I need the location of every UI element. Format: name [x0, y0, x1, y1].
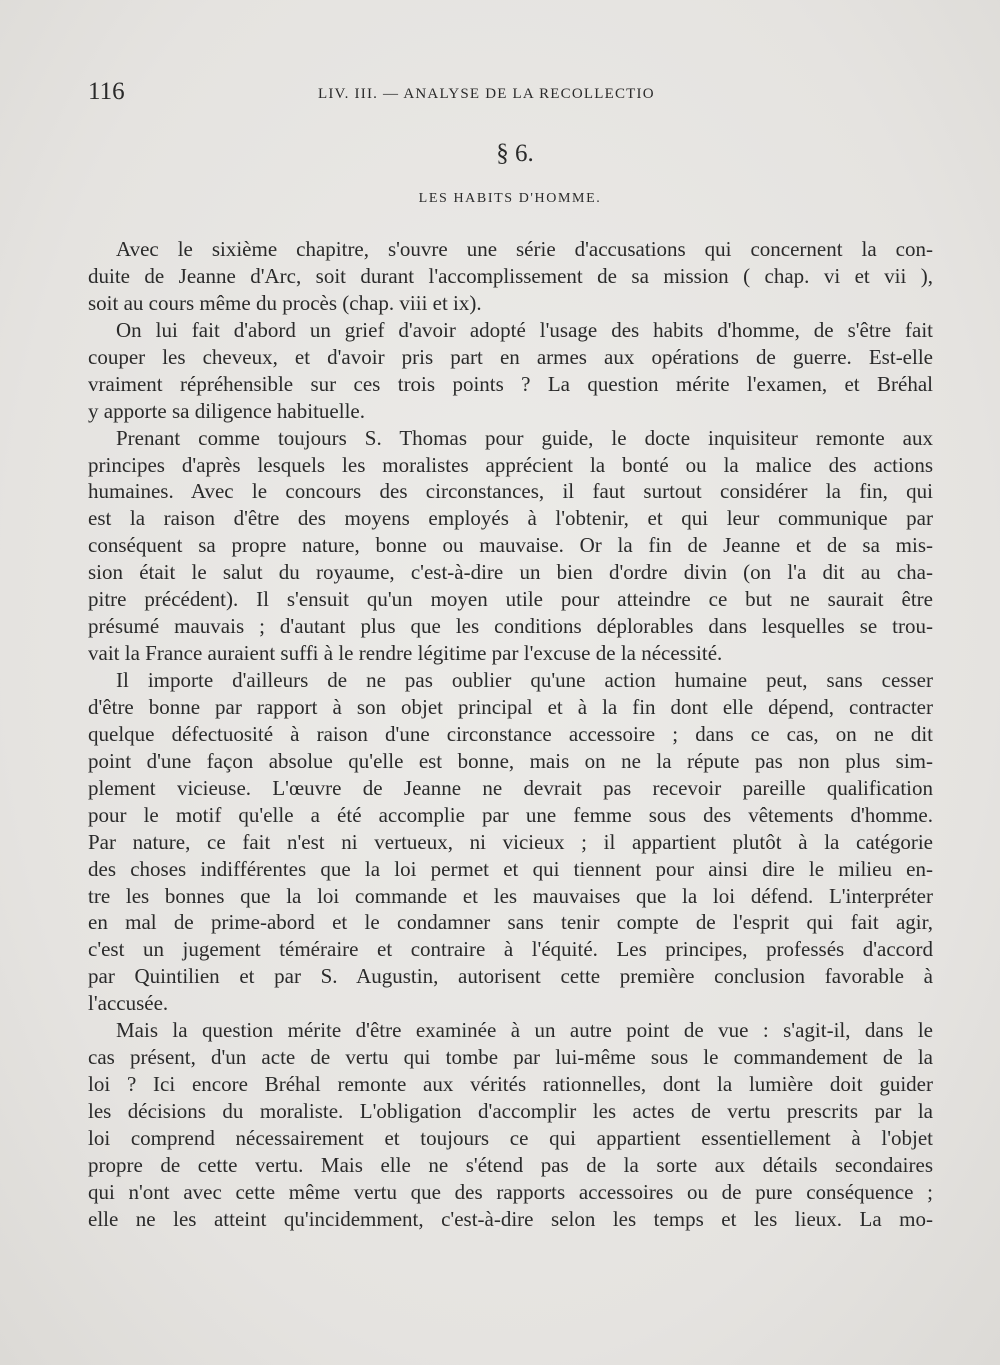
text-line: loi comprend nécessairement et toujours ce qui appartient essentiellement à l'objet — [88, 1125, 933, 1150]
text-line: point d'une façon absolue qu'elle est bonne, mais on ne la répute pas non plus sim- — [88, 748, 933, 773]
running-head: LIV. III. — ANALYSE DE LA RECOLLECTIO — [318, 86, 655, 102]
text-line: pitre précédent). Il s'ensuit qu'un moyen utile pour atteindre ce but ne saurait être — [88, 587, 933, 612]
text-line: Par nature, ce fait n'est ni vertueux, ni vicieux ; il appartient plutôt à la catégorie — [88, 829, 933, 854]
text-line: Mais la question mérite d'être examinée à un autre point de vue : s'agit-il, dans le — [116, 1018, 933, 1043]
text-line: qui n'ont avec cette même vertu que des rapports accessoires ou de pure conséquence ; — [88, 1179, 933, 1204]
text-line: tre les bonnes que la loi commande et les mauvaises que la loi défend. L'interpréter — [88, 883, 933, 908]
text-line: y apporte sa diligence habituelle. — [88, 398, 365, 423]
text-line: présumé mauvais ; d'autant plus que les conditions déplorables dans lesquelles se trou- — [88, 614, 933, 639]
text-line: en mal de prime-abord et le condamner sans tenir compte de l'esprit qui fait agir, — [88, 910, 933, 935]
text-line: Prenant comme toujours S. Thomas pour guide, le docte inquisiteur remonte aux — [116, 425, 933, 450]
text-line: loi ? Ici encore Bréhal remonte aux vérités rationnelles, dont la lumière doit guider — [88, 1072, 933, 1097]
text-line: les décisions du moraliste. L'obligation d'accomplir les actes de vertu prescrits par la — [88, 1099, 933, 1123]
text-line: par Quintilien et par S. Augustin, autorisent cette première conclusion favorable à — [88, 964, 933, 989]
text-line: l'accusée. — [88, 991, 169, 1016]
text-line: couper les cheveux, et d'avoir pris part en armes aux opérations de guerre. Est-elle — [88, 344, 933, 369]
page-header — [88, 78, 933, 108]
text-line: d'être bonne par rapport à son objet principal et à la fin dont elle dépend, contracter — [88, 694, 933, 719]
text-line: principes d'après lesquels les moralistes apprécient la bonté ou la malice des actions — [88, 452, 933, 477]
text-line: soit au cours même du procès (chap. viii et ix). — [88, 290, 482, 315]
text-line: cas présent, d'un acte de vertu qui tombe par lui-même sous le commandement de la — [88, 1045, 933, 1070]
text-line: Avec le sixième chapitre, s'ouvre une série d'accusations qui concernent la con- — [116, 237, 933, 261]
page-number: 116 — [88, 78, 125, 105]
section-mark: § 6. — [496, 140, 534, 167]
text-line: c'est un jugement téméraire et contraire à l'équité. Les principes, professés d'accord — [88, 937, 933, 962]
text-line: est la raison d'être des moyens employés à l'obtenir, et qui leur communique par — [88, 506, 933, 531]
text-line: elle ne les atteint qu'incidemment, c'est-à-dire selon les temps et les lieux. La mo- — [88, 1206, 933, 1231]
text-line: vraiment répréhensible sur ces trois points ? La question mérite l'examen, et Bréhal — [88, 371, 933, 396]
section-title: LES HABITS D'HOMME. — [418, 191, 602, 206]
body-text — [88, 236, 933, 1233]
text-line: sion était le salut du royaume, c'est-à-dire un bien d'ordre divin (on l'a dit au cha- — [88, 560, 933, 585]
text-line: propre de cette vertu. Mais elle ne s'étend pas de la sorte aux détails secondaires — [88, 1152, 933, 1177]
text-line: quelque défectuosité à raison d'une circonstance accessoire ; dans ce cas, on ne dit — [88, 721, 933, 746]
text-line: vait la France auraient suffi à le rendre légitime par l'excuse de la nécessité. — [88, 641, 723, 666]
text-line: pour le motif qu'elle a été accomplie par une femme sous des vêtements d'homme. — [88, 802, 933, 827]
text-line: Il importe d'ailleurs de ne pas oublier qu'une action humaine peut, sans cesser — [116, 668, 933, 692]
text-line: duite de Jeanne d'Arc, soit durant l'accomplissement de sa mission ( chap. vi et vii ), — [88, 263, 933, 288]
text-line: humaines. Avec le concours des circonstances, il faut surtout considérer la fin, qui — [88, 479, 933, 504]
text-line: conséquent sa propre nature, bonne ou mauvaise. Or la fin de Jeanne et de sa mis- — [88, 533, 933, 558]
text-line: plement vicieuse. L'œuvre de Jeanne ne devrait pas recevoir pareille qualification — [88, 775, 933, 800]
text-line: des choses indifférentes que la loi permet et qui tiennent pour ainsi dire le milieu en- — [88, 856, 933, 881]
text-line: On lui fait d'abord un grief d'avoir adopté l'usage des habits d'homme, de s'être fait — [116, 317, 933, 342]
